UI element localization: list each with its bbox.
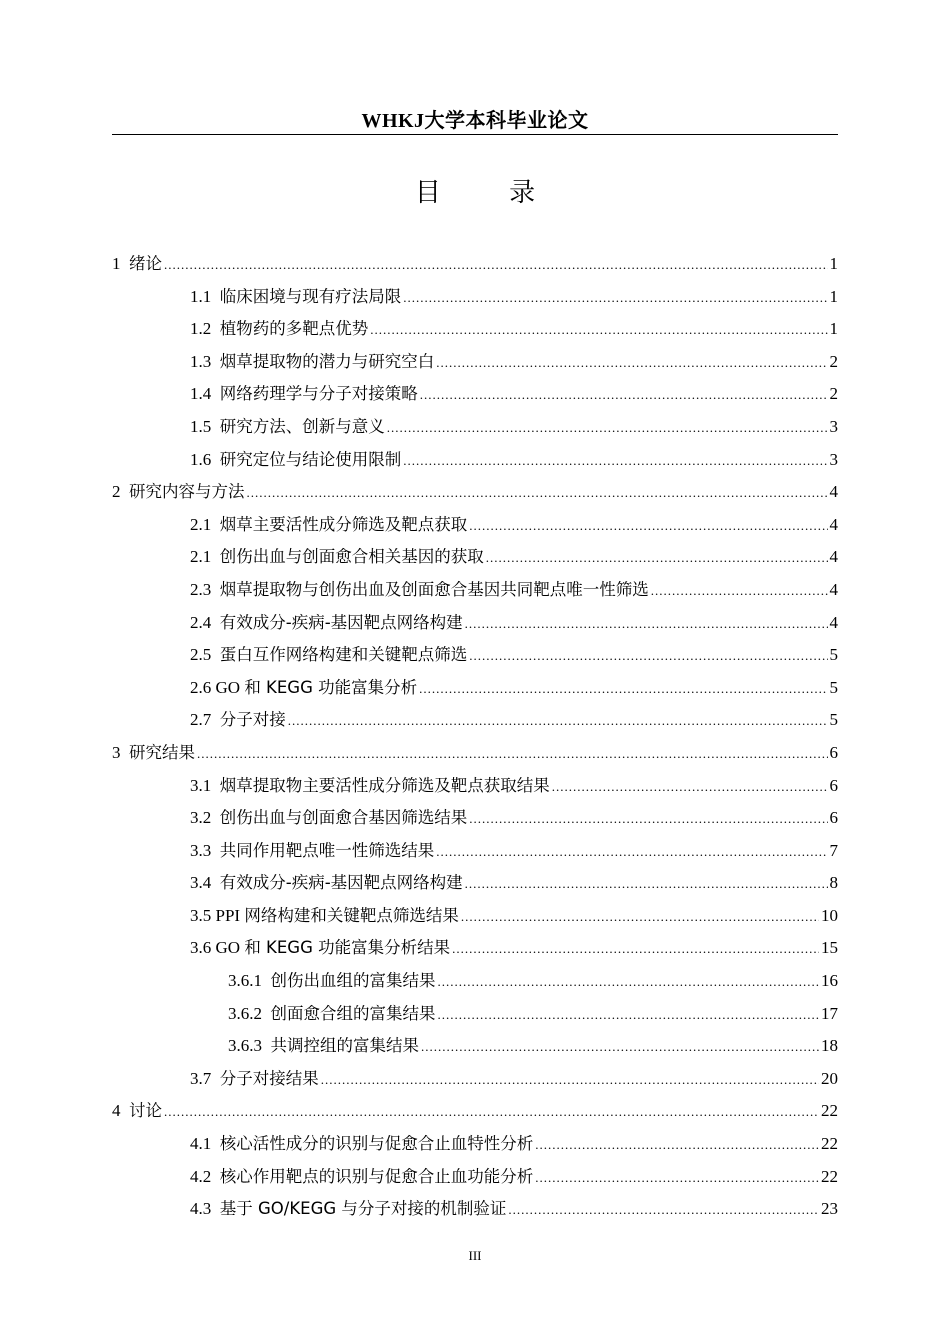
toc-entry-number: 1.3: [190, 351, 220, 371]
dot-leader: [387, 412, 828, 445]
dot-leader: [465, 868, 828, 901]
toc-entry-title: 研究方法、创新与意义: [219, 416, 385, 436]
toc-entry-page: 6: [829, 742, 838, 762]
toc-entry[interactable]: [112, 900, 838, 933]
dot-leader: [535, 1162, 819, 1195]
toc-entry-number: 3.6.3: [228, 1036, 271, 1056]
toc-entry-number: 3.6.2: [228, 1003, 271, 1023]
dot-leader: [436, 836, 827, 869]
toc-entry-page: 3: [829, 416, 838, 436]
dot-leader: [508, 1194, 819, 1227]
toc-entry-page: 4: [829, 612, 838, 632]
toc-entry-number: 2.1: [190, 547, 220, 567]
toc-entry-page: 15: [821, 938, 838, 958]
toc-entry[interactable]: [112, 248, 838, 281]
dot-leader: [469, 803, 827, 836]
toc-entry-title: 核心作用靶点的识别与促愈合止血功能分析: [219, 1166, 534, 1186]
toc-entry-number: 1.1: [190, 286, 220, 306]
toc-entry[interactable]: [112, 770, 838, 803]
toc-entry-number: 1.6: [190, 449, 220, 469]
toc-entry[interactable]: [112, 541, 838, 574]
toc-entry[interactable]: [112, 965, 838, 998]
toc-entry-number: 2.7: [190, 710, 220, 730]
toc-entry-number: 1.5: [190, 416, 220, 436]
toc-entry-title: 创伤出血与创面愈合基因筛选结果: [219, 808, 468, 828]
toc-entry[interactable]: [112, 998, 838, 1031]
toc-entry[interactable]: [112, 802, 838, 835]
dot-leader: [438, 966, 820, 999]
toc-entry[interactable]: [112, 704, 838, 737]
toc-entry-title: 分子对接: [219, 710, 286, 730]
toc-entry-page: 22: [821, 1166, 838, 1186]
toc-entry-page: 6: [829, 808, 838, 828]
toc-entry-number: 2.5: [190, 645, 220, 665]
dot-leader: [469, 640, 827, 673]
toc-entry-number: 4.2: [190, 1166, 220, 1186]
dot-leader: [420, 379, 828, 412]
toc-entry-page: 18: [821, 1036, 838, 1056]
header-rule: [112, 134, 838, 135]
toc-entry-title: 创伤出血与创面愈合相关基因的获取: [219, 547, 484, 567]
toc-entry-number: 3.3: [190, 840, 220, 860]
dot-leader: [651, 575, 828, 608]
toc-entry[interactable]: [112, 1128, 838, 1161]
toc-entry[interactable]: [112, 1030, 838, 1063]
dot-leader: [421, 1031, 819, 1064]
dot-leader: [403, 282, 827, 315]
toc-entry-number: 3.7: [190, 1068, 220, 1088]
toc-entry-title: 烟草提取物与创伤出血及创面愈合基因共同靶点唯一性筛选: [219, 579, 649, 599]
dot-leader: [247, 477, 828, 510]
toc-entry-title: 蛋白互作网络构建和关键靶点筛选: [219, 645, 468, 665]
toc-entry-page: 2: [829, 384, 838, 404]
toc-entry-number: 3.1: [190, 775, 220, 795]
toc-entry-page: 5: [829, 710, 838, 730]
toc-entry-number: 3: [112, 742, 129, 762]
toc-entry[interactable]: [112, 932, 838, 965]
toc-entry-title: 创伤出血组的富集结果: [270, 971, 436, 991]
toc-entry-page: 2: [829, 351, 838, 371]
toc-entry-page: 5: [829, 645, 838, 665]
toc-entry-title: 研究结果: [129, 742, 195, 762]
toc-entry-title: 创面愈合组的富集结果: [270, 1003, 436, 1023]
toc-entry-number: 2: [112, 482, 129, 502]
toc-entry-title: 共同作用靶点唯一性筛选结果: [219, 840, 435, 860]
toc-entry[interactable]: [112, 737, 838, 770]
dot-leader: [321, 1064, 819, 1097]
toc-title: 目 录: [414, 178, 566, 208]
toc-entry[interactable]: [112, 672, 838, 705]
toc-entry-title: 研究定位与结论使用限制: [219, 449, 402, 469]
dot-leader: [288, 705, 828, 738]
toc-entry-title: 研究内容与方法: [129, 482, 245, 502]
toc-entry-page: 4: [829, 547, 838, 567]
toc-entry-number: 3.5 PPI: [190, 905, 245, 925]
toc-entry-page: 1: [829, 254, 838, 273]
dot-leader: [370, 314, 827, 347]
toc-entry-page: 22: [821, 1101, 838, 1121]
dot-leader: [164, 249, 828, 282]
toc-entry[interactable]: [112, 1095, 838, 1128]
page-number: III: [468, 1248, 482, 1263]
toc-entry[interactable]: [112, 639, 838, 672]
toc-entry-title: 临床困境与现有疗法局限: [219, 286, 402, 306]
toc-entry-number: 2.1: [190, 514, 220, 534]
toc-entry-number: 3.2: [190, 808, 220, 828]
dot-leader: [469, 510, 827, 543]
toc-entry[interactable]: [112, 509, 838, 542]
toc-entry[interactable]: [112, 444, 838, 477]
toc-entry-page: 1: [829, 319, 838, 339]
dot-leader: [465, 608, 828, 641]
toc-entry-page: 4: [829, 514, 838, 534]
toc-entry-title: 核心活性成分的识别与促愈合止血特性分析: [219, 1134, 534, 1154]
toc-entry-title: 基于 GO/KEGG 与分子对接的机制验证: [219, 1199, 507, 1219]
dot-leader: [461, 901, 819, 934]
toc-entry-number: 1.4: [190, 384, 220, 404]
toc-entry[interactable]: [112, 574, 838, 607]
toc-entry-page: 23: [821, 1199, 838, 1219]
toc-entry-number: 4.3: [190, 1199, 220, 1219]
toc-entry-page: 8: [829, 873, 838, 893]
toc-entry-number: 2.6 GO: [190, 677, 245, 697]
toc-entry-page: 6: [829, 775, 838, 795]
dot-leader: [197, 738, 828, 771]
toc-entry-title: 有效成分-疾病-基因靶点网络构建: [219, 612, 463, 632]
dot-leader: [438, 999, 820, 1032]
dot-leader: [436, 347, 827, 380]
dot-leader: [164, 1096, 819, 1129]
table-of-contents: [112, 248, 838, 1226]
toc-entry[interactable]: [112, 476, 838, 509]
toc-entry-number: 3.6 GO: [190, 938, 245, 958]
running-header: WHKJ大学本科毕业论文: [361, 110, 589, 132]
toc-entry[interactable]: [112, 867, 838, 900]
toc-entry-number: 3.6.1: [228, 971, 271, 991]
toc-entry[interactable]: [112, 378, 838, 411]
toc-entry-title: 网络构建和关键靶点筛选结果: [244, 905, 459, 925]
toc-entry-title: 烟草提取物主要活性成分筛选及靶点获取结果: [219, 775, 550, 795]
toc-entry-title: 植物药的多靶点优势: [219, 319, 369, 339]
toc-entry-title: 和 KEGG 功能富集分析结果: [244, 938, 451, 958]
toc-entry[interactable]: [112, 1193, 838, 1226]
toc-entry-number: 2.4: [190, 612, 220, 632]
toc-entry-page: 20: [821, 1068, 838, 1088]
toc-entry-page: 16: [821, 971, 838, 991]
toc-entry-number: 2.3: [190, 579, 220, 599]
toc-entry-number: 4: [112, 1101, 129, 1121]
toc-entry-title: 有效成分-疾病-基因靶点网络构建: [219, 873, 463, 893]
toc-entry-title: 共调控组的富集结果: [270, 1036, 419, 1056]
toc-entry-title: 烟草提取物的潜力与研究空白: [219, 351, 435, 371]
toc-entry-title: 网络药理学与分子对接策略: [219, 384, 418, 404]
toc-entry-title: 分子对接结果: [219, 1068, 319, 1088]
toc-entry-page: 17: [821, 1003, 838, 1023]
dot-leader: [452, 933, 819, 966]
toc-entry-page: 22: [821, 1134, 838, 1154]
toc-entry[interactable]: [112, 411, 838, 444]
dot-leader: [403, 445, 827, 478]
toc-entry-title: 绪论: [129, 254, 162, 273]
dot-leader: [419, 673, 827, 706]
toc-entry-title: 烟草主要活性成分筛选及靶点获取: [219, 514, 468, 534]
toc-entry-number: 1.2: [190, 319, 220, 339]
toc-entry-page: 7: [829, 840, 838, 860]
dot-leader: [552, 771, 828, 804]
toc-entry-title: 讨论: [129, 1101, 162, 1121]
toc-entry-page: 4: [829, 579, 838, 599]
toc-entry-page: 3: [829, 449, 838, 469]
dot-leader: [486, 542, 828, 575]
dot-leader: [535, 1129, 819, 1162]
toc-entry-page: 5: [829, 677, 838, 697]
toc-entry-page: 10: [821, 905, 838, 925]
toc-entry[interactable]: [112, 313, 838, 346]
toc-entry[interactable]: [112, 835, 838, 868]
toc-entry-number: 1: [112, 254, 129, 273]
toc-entry[interactable]: [112, 346, 838, 379]
toc-entry[interactable]: [112, 1161, 838, 1194]
toc-entry-page: 1: [829, 286, 838, 306]
toc-entry[interactable]: [112, 1063, 838, 1096]
toc-entry-page: 4: [829, 482, 838, 502]
toc-entry[interactable]: [112, 281, 838, 314]
toc-entry-title: 和 KEGG 功能富集分析: [244, 677, 418, 697]
toc-entry[interactable]: [112, 607, 838, 640]
toc-entry-number: 3.4: [190, 873, 220, 893]
toc-entry-number: 4.1: [190, 1134, 220, 1154]
